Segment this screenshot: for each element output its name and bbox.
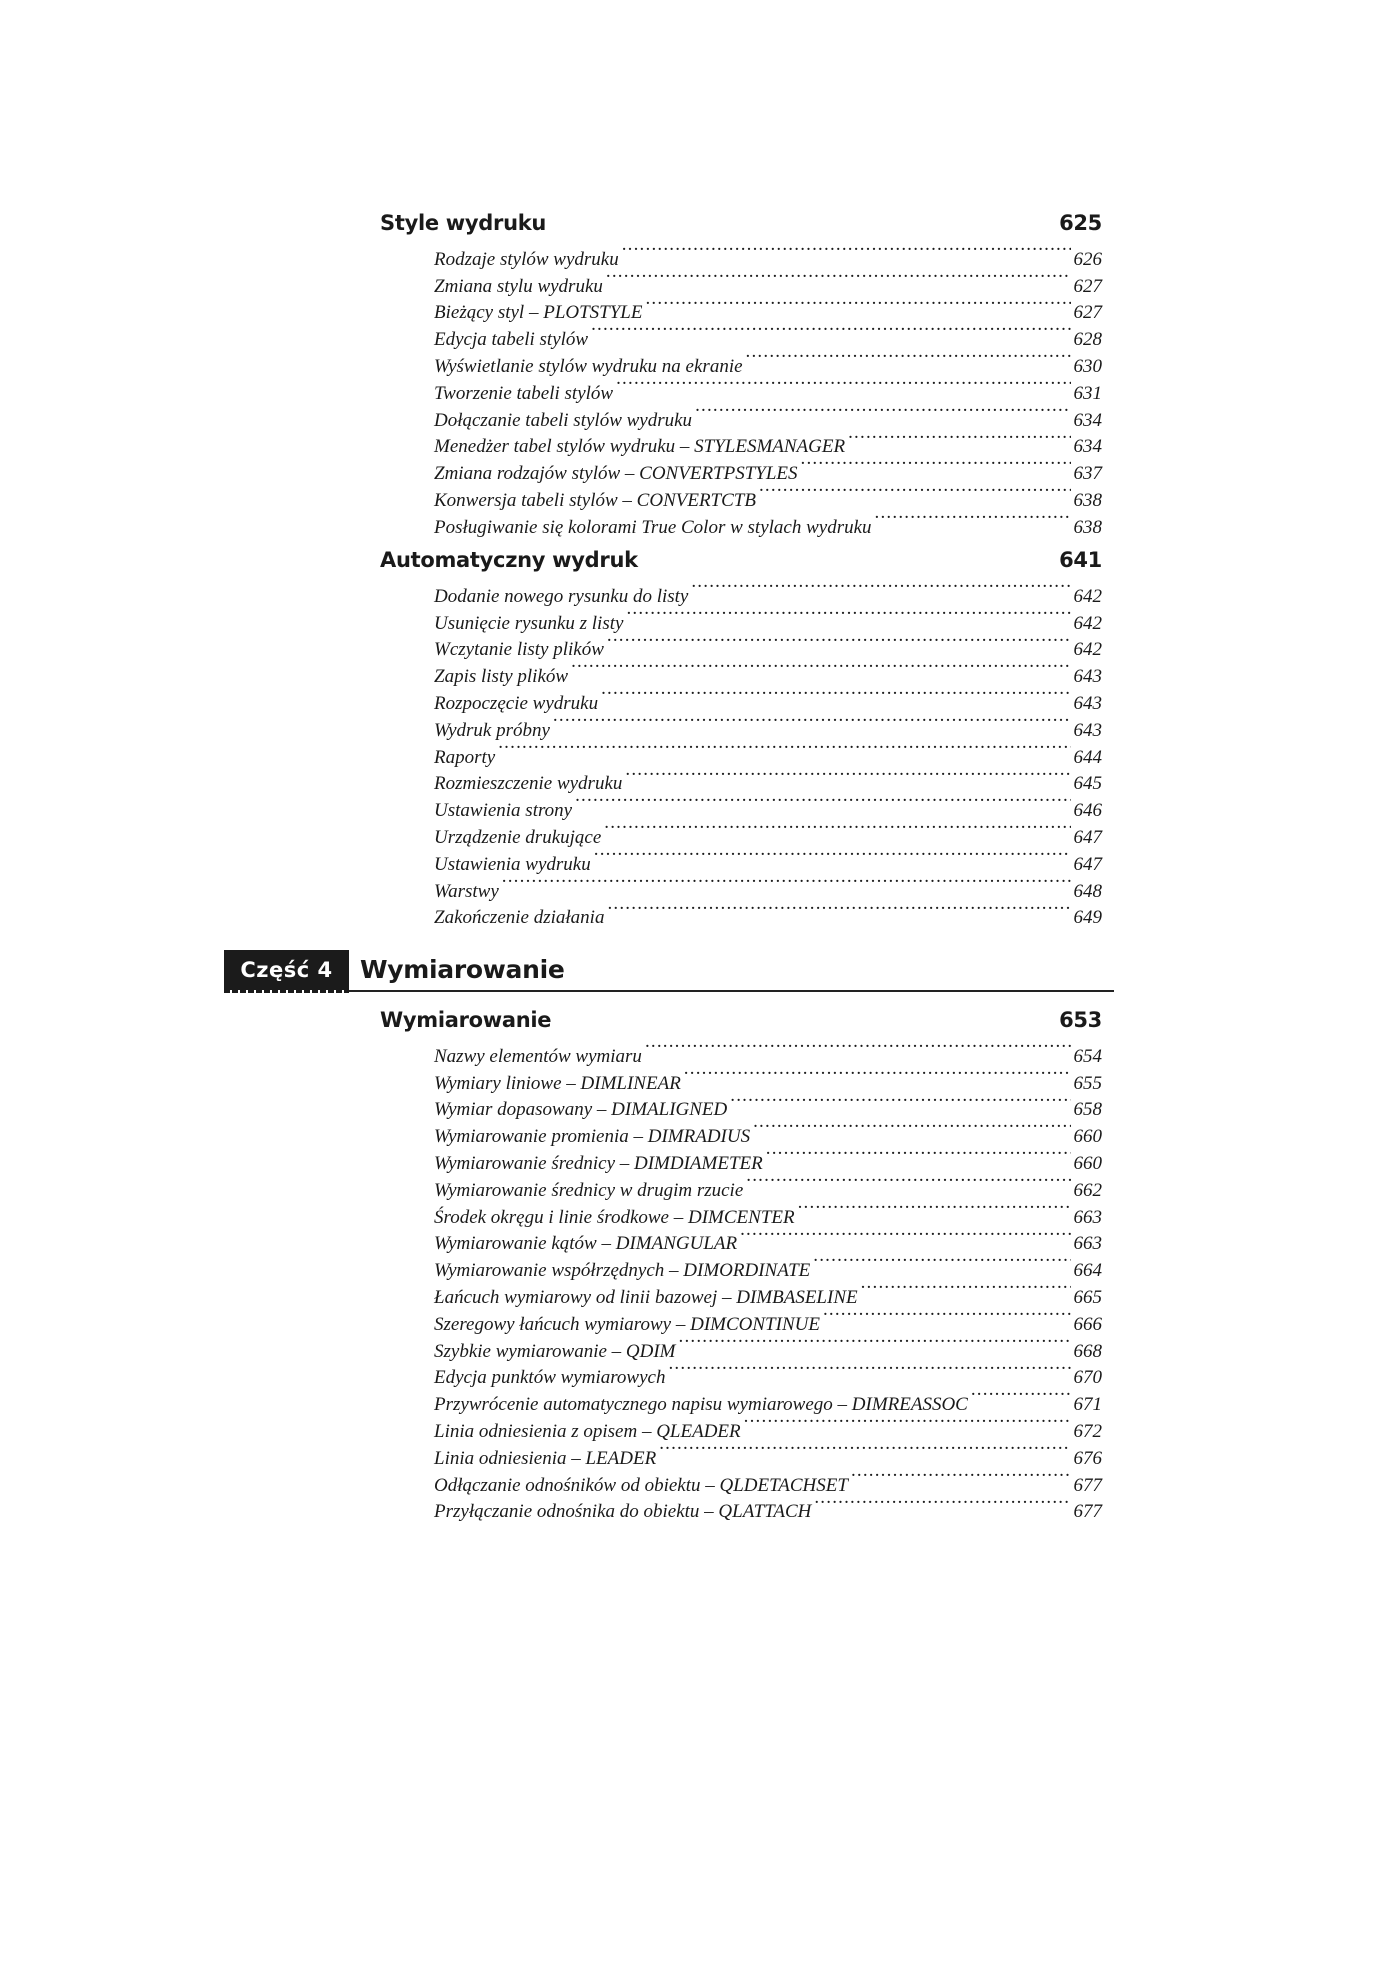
- chapter-page: 653: [1059, 1008, 1102, 1032]
- entry-page: 666: [1073, 1313, 1102, 1335]
- dot-leader: [746, 1169, 1070, 1196]
- entry-page: 627: [1073, 275, 1102, 297]
- entry-page: 642: [1073, 612, 1102, 634]
- entry-page: 663: [1073, 1206, 1102, 1228]
- entry-title: Konwersja tabeli stylów – CONVERTCTB: [434, 489, 756, 511]
- entry-page: 668: [1073, 1340, 1102, 1362]
- dot-leader: [759, 479, 1071, 506]
- dot-leader: [848, 426, 1070, 453]
- toc-entry[interactable]: [434, 763, 1102, 795]
- dot-leader: [553, 709, 1071, 736]
- toc-section-style-wydruku: [380, 208, 1102, 538]
- entry-page: 642: [1073, 585, 1102, 607]
- entry-title: Wyświetlanie stylów wydruku na ekranie: [434, 355, 743, 377]
- entry-title: Rozpoczęcie wydruku: [434, 692, 599, 714]
- entry-title: Wymiarowanie promienia – DIMRADIUS: [434, 1126, 751, 1148]
- entry-title: Linia odniesienia z opisem – QLEADER: [434, 1420, 741, 1442]
- entry-page: 649: [1073, 907, 1102, 929]
- chapter-title: Style wydruku: [380, 211, 547, 235]
- entry-title: Menedżer tabel stylów wydruku – STYLESMANAGER: [434, 436, 846, 458]
- entry-title: Środek okręgu i linie środkowe – DIMCENTER: [434, 1206, 795, 1228]
- dot-leader: [740, 1223, 1070, 1250]
- dot-leader: [668, 1357, 1070, 1384]
- entry-page: 643: [1073, 666, 1102, 688]
- dot-leader: [971, 1383, 1071, 1410]
- dot-leader: [591, 318, 1070, 345]
- entry-page: 634: [1073, 436, 1102, 458]
- entry-list: [380, 575, 1102, 929]
- dot-leader: [861, 1276, 1071, 1303]
- dot-leader: [601, 682, 1070, 709]
- entry-title: Nazwy elementów wymiaru: [434, 1045, 642, 1067]
- dot-leader: [798, 1196, 1071, 1223]
- dot-leader: [753, 1115, 1070, 1142]
- dot-leader: [625, 763, 1070, 790]
- entry-title: Rodzaje stylów wydruku: [434, 248, 619, 270]
- chapter-page: 625: [1059, 211, 1102, 235]
- chapter-page: 641: [1059, 548, 1102, 572]
- entry-title: Wymiarowanie średnicy – DIMDIAMETER: [434, 1152, 763, 1174]
- chapter-heading: [380, 1005, 1102, 1035]
- dot-leader: [695, 399, 1070, 426]
- entry-title: Wymiarowanie kątów – DIMANGULAR: [434, 1233, 738, 1255]
- entry-page: 654: [1073, 1045, 1102, 1067]
- entry-title: Ustawienia strony: [434, 800, 573, 822]
- entry-page: 677: [1073, 1474, 1102, 1496]
- dot-leader: [645, 292, 1070, 319]
- entry-title: Bieżący styl – PLOTSTYLE: [434, 302, 643, 324]
- entry-page: 660: [1073, 1152, 1102, 1174]
- entry-page: 655: [1073, 1072, 1102, 1094]
- dot-leader: [607, 897, 1070, 924]
- dot-leader: [502, 870, 1071, 897]
- chapter-heading: [380, 208, 1102, 238]
- part-divider: [349, 990, 1114, 992]
- entry-title: Zapis listy plików: [434, 666, 569, 688]
- toc-entry[interactable]: [434, 238, 1102, 270]
- dot-leader: [679, 1330, 1071, 1357]
- entry-title: Szybkie wymiarowanie – QDIM: [434, 1340, 676, 1362]
- entry-title: Warstwy: [434, 880, 499, 902]
- entry-title: Usunięcie rysunku z listy: [434, 612, 624, 634]
- entry-page: 634: [1073, 409, 1102, 431]
- entry-page: 643: [1073, 692, 1102, 714]
- dot-leader: [801, 452, 1071, 479]
- entry-page: 631: [1073, 382, 1102, 404]
- entry-page: 665: [1073, 1286, 1102, 1308]
- entry-page: 676: [1073, 1447, 1102, 1469]
- dot-leader: [626, 602, 1070, 629]
- entry-title: Wczytanie listy plików: [434, 639, 604, 661]
- dot-leader: [730, 1089, 1070, 1116]
- dot-leader: [575, 789, 1070, 816]
- part-badge: Część 4: [224, 950, 349, 990]
- entry-page: 647: [1073, 853, 1102, 875]
- dot-leader: [814, 1491, 1070, 1518]
- toc-entry[interactable]: [434, 1035, 1102, 1067]
- part-title: Wymiarowanie: [360, 955, 565, 984]
- toc-entry[interactable]: [434, 575, 1102, 607]
- entry-page: 670: [1073, 1367, 1102, 1389]
- entry-title: Przywrócenie automatycznego napisu wymiarowego – DIMREASSOC: [434, 1394, 968, 1416]
- dot-leader: [604, 816, 1070, 843]
- dot-leader: [851, 1464, 1071, 1491]
- entry-page: 644: [1073, 746, 1102, 768]
- part-badge-strip: [224, 990, 349, 993]
- dot-leader: [606, 265, 1071, 292]
- dot-leader: [691, 575, 1070, 602]
- entry-page: 630: [1073, 355, 1102, 377]
- dot-leader: [875, 506, 1071, 533]
- dot-leader: [594, 843, 1071, 870]
- toc-entry[interactable]: [434, 870, 1102, 902]
- entry-page: 637: [1073, 463, 1102, 485]
- entry-page: 664: [1073, 1260, 1102, 1282]
- entry-title: Urządzenie drukujące: [434, 826, 602, 848]
- entry-title: Dodanie nowego rysunku do listy: [434, 585, 689, 607]
- entry-page: 643: [1073, 719, 1102, 741]
- entry-page: 671: [1073, 1394, 1102, 1416]
- entry-title: Zmiana rodzajów stylów – CONVERTPSTYLES: [434, 463, 798, 485]
- entry-page: 646: [1073, 800, 1102, 822]
- entry-page: 638: [1073, 516, 1102, 538]
- entry-page: 627: [1073, 302, 1102, 324]
- dot-leader: [684, 1062, 1071, 1089]
- dot-leader: [622, 238, 1071, 265]
- entry-title: Tworzenie tabeli stylów: [434, 382, 614, 404]
- entry-title: Raporty: [434, 746, 496, 768]
- entry-title: Linia odniesienia – LEADER: [434, 1447, 657, 1469]
- entry-title: Dołączanie tabeli stylów wydruku: [434, 409, 693, 431]
- dot-leader: [571, 655, 1070, 682]
- entry-title: Odłączanie odnośników od obiektu – QLDETACHSET: [434, 1474, 848, 1496]
- dot-leader: [746, 345, 1071, 372]
- entry-page: 647: [1073, 826, 1102, 848]
- entry-page: 658: [1073, 1099, 1102, 1121]
- dot-leader: [823, 1303, 1071, 1330]
- entry-page: 662: [1073, 1179, 1102, 1201]
- entry-title: Ustawienia wydruku: [434, 853, 591, 875]
- dot-leader: [616, 372, 1070, 399]
- dot-leader: [766, 1142, 1071, 1169]
- dot-leader: [498, 736, 1070, 763]
- entry-page: 660: [1073, 1126, 1102, 1148]
- dot-leader: [607, 629, 1071, 656]
- chapter-heading: [380, 545, 1102, 575]
- dot-leader: [659, 1437, 1070, 1464]
- dot-leader: [645, 1035, 1071, 1062]
- chapter-title: Wymiarowanie: [380, 1008, 552, 1032]
- entry-title: Zakończenie działania: [434, 907, 605, 929]
- entry-title: Wydruk próbny: [434, 719, 550, 741]
- toc-section-automatyczny-wydruk: [380, 545, 1102, 929]
- entry-title: Wymiarowanie średnicy w drugim rzucie: [434, 1179, 744, 1201]
- entry-title: Wymiar dopasowany – DIMALIGNED: [434, 1099, 728, 1121]
- entry-page: 672: [1073, 1420, 1102, 1442]
- entry-title: Szeregowy łańcuch wymiarowy – DIMCONTINUE: [434, 1313, 820, 1335]
- entry-page: 648: [1073, 880, 1102, 902]
- entry-title: Edycja tabeli stylów: [434, 329, 589, 351]
- entry-page: 663: [1073, 1233, 1102, 1255]
- entry-title: Wymiary liniowe – DIMLINEAR: [434, 1072, 681, 1094]
- entry-title: Edycja punktów wymiarowych: [434, 1367, 666, 1389]
- entry-title: Rozmieszczenie wydruku: [434, 773, 623, 795]
- entry-list: [380, 1035, 1102, 1523]
- entry-page: 677: [1073, 1501, 1102, 1523]
- toc-section-wymiarowanie: [380, 1005, 1102, 1523]
- entry-list: [380, 238, 1102, 538]
- dot-leader: [744, 1410, 1071, 1437]
- entry-title: Posługiwanie się kolorami True Color w stylach wydruku: [434, 516, 872, 538]
- entry-title: Łańcuch wymiarowy od linii bazowej – DIMBASELINE: [434, 1286, 858, 1308]
- entry-title: Zmiana stylu wydruku: [434, 275, 603, 297]
- toc-entry[interactable]: [434, 736, 1102, 768]
- entry-page: 628: [1073, 329, 1102, 351]
- part-banner: [224, 950, 1114, 990]
- entry-page: 642: [1073, 639, 1102, 661]
- chapter-title: Automatyczny wydruk: [380, 548, 638, 572]
- dot-leader: [813, 1249, 1070, 1276]
- entry-title: Przyłączanie odnośnika do obiektu – QLATTACH: [434, 1501, 812, 1523]
- toc-entry[interactable]: [434, 897, 1102, 929]
- entry-page: 638: [1073, 489, 1102, 511]
- entry-title: Wymiarowanie współrzędnych – DIMORDINATE: [434, 1260, 811, 1282]
- entry-page: 645: [1073, 773, 1102, 795]
- entry-page: 626: [1073, 248, 1102, 270]
